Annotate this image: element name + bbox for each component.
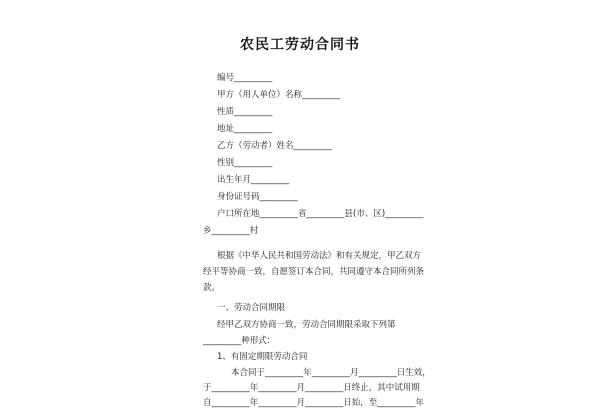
item-1-line-2: 于_________年_________月_________日终止，其中试用期 bbox=[203, 383, 420, 393]
field-employer-nature: 性质_________ bbox=[217, 107, 273, 117]
field-gender: 性别_________ bbox=[217, 158, 273, 168]
field-employer-address: 地址_________ bbox=[217, 124, 273, 134]
preamble-line-3: 款。 bbox=[203, 283, 221, 293]
item-1-line-3: 自_________年_________月_________日始，至_________年 bbox=[203, 398, 425, 408]
preamble-line-2: 经平等协商一致，自愿签订本合同，共同遵守本合同所列条 bbox=[203, 267, 425, 277]
field-village: 乡_________村 bbox=[203, 226, 259, 236]
document-title: 农民工劳动合同书 bbox=[240, 37, 360, 53]
field-household-registration: 户口所在地_________省_________县(市、区)_________ bbox=[217, 209, 424, 219]
section-1-line-1: 经甲乙双方协商一致，劳动合同期限采取下列第 bbox=[217, 320, 396, 330]
field-employer-name: 甲方（用人单位）名称_________ bbox=[217, 90, 341, 100]
field-contract-number: 编号_________ bbox=[217, 73, 273, 83]
field-id-number: 身份证号码_________ bbox=[217, 192, 298, 202]
item-1-heading: 1、有固定期限劳动合同 bbox=[217, 352, 308, 362]
field-employee-name: 乙方（劳动者）姓名_________ bbox=[217, 141, 332, 151]
item-1-line-1: 本合同于_________年_________月_________日生效， bbox=[231, 368, 431, 378]
field-birth-date: 出生年月_________ bbox=[217, 175, 290, 185]
section-1-line-2: _________种形式： bbox=[203, 336, 276, 346]
section-1-heading: 一、劳动合同期限 bbox=[217, 303, 286, 313]
preamble-line-1: 根据《中华人民共和国劳动法》和有关规定，甲乙双方 bbox=[217, 251, 422, 261]
